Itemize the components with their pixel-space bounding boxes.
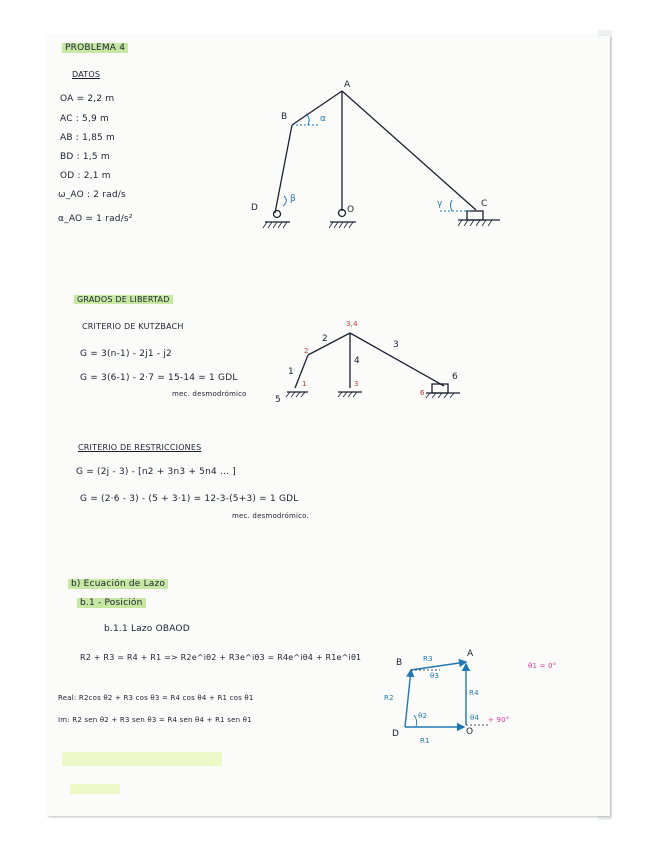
kutzbach-eq2: G = 3(6-1) - 2·7 = 15-14 = 1 GDL: [80, 373, 238, 383]
loop-label-a: A: [467, 649, 474, 659]
dato-alpha: α_AO = 1 rad/s²: [58, 214, 133, 224]
vector-equation: R2 + R3 = R4 + R1 => R2e^iθ2 + R3e^iθ3 = R4e^iθ4 + R1e^iθ1: [80, 653, 362, 662]
highlight-strip: [62, 752, 222, 766]
posicion-heading: b.1 - Posición: [77, 598, 146, 608]
loop-r2: R2: [384, 694, 394, 702]
label-c: C: [481, 199, 488, 209]
graph-label-6: 6: [452, 372, 458, 382]
loop-label-d: D: [392, 729, 400, 739]
label-d: D: [251, 203, 259, 213]
dato-bd: BD : 1,5 m: [60, 152, 110, 162]
kutzbach-heading: CRITERIO DE KUTZBACH: [82, 322, 184, 331]
label-beta: β: [290, 194, 296, 204]
loop-label-o: O: [466, 727, 474, 737]
restricciones-eq2: G = (2·6 - 3) - (5 + 3·1) = 12-3-(5+3) = 1 GDL: [80, 494, 299, 504]
graph-label-2: 2: [322, 334, 328, 344]
datos-heading: DATOS: [72, 70, 101, 79]
dato-ac: AC : 5,9 m: [60, 114, 109, 124]
loop-r1: R1: [420, 737, 430, 745]
graph-label-1: 1: [288, 367, 294, 377]
kutzbach-note: mec. desmodrómico: [172, 390, 247, 398]
lazo-heading: b.1.1 Lazo OBAOD: [104, 624, 190, 634]
real-equation: Real: R2cos θ2 + R3 cos θ3 = R4 cos θ4 + R1 cos θ1: [58, 694, 254, 702]
dato-oa: OA = 2,2 m: [60, 94, 115, 104]
restricciones-heading: CRITERIO DE RESTRICCIONES: [78, 443, 202, 452]
loop-r3: R3: [423, 655, 433, 663]
graph-label-3: 3: [393, 340, 399, 350]
label-b: B: [281, 112, 288, 122]
highlight-strip-2: [70, 784, 120, 794]
graph-joint-3: 3: [354, 380, 359, 388]
label-gamma: γ: [437, 199, 443, 209]
graph-label-5: 5: [275, 395, 281, 405]
loop-theta3: θ3: [430, 672, 440, 680]
imaginary-equation: Im: R2 sen θ2 + R3 sen θ3 = R4 sen θ4 + R1 sen θ1: [58, 716, 252, 724]
dato-od: OD : 2,1 m: [60, 171, 111, 181]
label-alpha: α: [320, 114, 327, 124]
page-title: PROBLEMA 4: [62, 43, 128, 53]
loop-theta4: θ4: [470, 714, 480, 722]
ecuacion-heading: b) Ecuación de Lazo: [68, 579, 168, 589]
loop-theta2: θ2: [418, 712, 428, 720]
label-a: A: [344, 80, 351, 90]
graph-label-4: 4: [354, 356, 360, 366]
loop-theta1: θ1 = 0°: [528, 662, 557, 670]
graph-joint-1: 1: [302, 380, 307, 388]
graph-joint-2: 2: [304, 347, 309, 355]
graph-node-34: 3,4: [346, 320, 358, 328]
kutzbach-eq1: G = 3(n-1) - 2j1 - j2: [80, 349, 172, 359]
graph-joint-6: 6: [420, 389, 425, 397]
dato-ab: AB : 1,85 m: [60, 133, 115, 143]
restricciones-eq1: G = (2j - 3) - [n2 + 3n3 + 5n4 ... ]: [76, 467, 236, 477]
label-o: O: [347, 205, 355, 215]
loop-label-b: B: [396, 658, 403, 668]
grados-heading: GRADOS DE LIBERTAD: [74, 295, 173, 304]
loop-r4: R4: [469, 689, 479, 697]
loop-theta4-note: + 90°: [488, 716, 510, 724]
dato-omega: ω_AO : 2 rad/s: [58, 190, 126, 200]
restricciones-note: mec. desmodrómico.: [232, 512, 309, 520]
